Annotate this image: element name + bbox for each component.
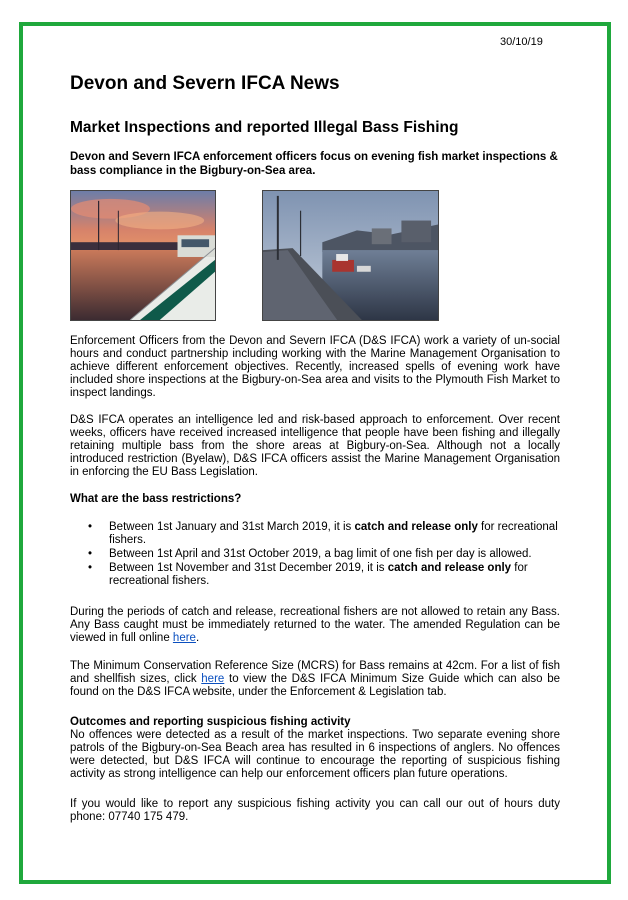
restrictions-list xyxy=(70,521,560,589)
bullet-icon: • xyxy=(88,548,93,560)
lead-paragraph: Devon and Severn IFCA enforcement officers focus on evening fish market inspections & bass compliance in the Bigbury-on-Sea area. xyxy=(70,151,558,177)
date: 30/10/19 xyxy=(500,36,543,48)
size-guide-link[interactable]: here xyxy=(201,673,225,685)
list-item: • Between 1st April and 31st October 2019, a bag limit of one fish per day is allowed. xyxy=(88,548,532,560)
harbour-pier-photo xyxy=(262,190,439,321)
mcrs-paragraph: The Minimum Conservation Reference Size (MCRS) for Bass remains at 42cm. For a list of fish and shellfish sizes, click here to view the D&S IFCA Minimum Size Guide which can also be found on the D&S IFCA website, under the Enforcement & Legislation tab. xyxy=(70,660,560,698)
approach-paragraph: D&S IFCA operates an intelligence led and risk-based approach to enforcement. Over recent weeks, officers have received increased intelligence that people have been fishing and illegally retaining multiple bass from the shore areas at Bigbury-on-Sea. Although not a locally introduced restriction (Byelaw), D&S IFCA officers assist the Marine Management Organisation in enforcing the EU Bass Legislation. xyxy=(70,414,560,478)
restrictions-heading: What are the bass restrictions? xyxy=(70,493,242,505)
regulation-link[interactable]: here xyxy=(172,632,196,644)
report-paragraph: If you would like to report any suspicious fishing activity you can call our out of hours duty phone: 07740 175 479. xyxy=(70,798,560,823)
sunset-boat-photo xyxy=(70,190,216,321)
outcomes-heading: Outcomes and reporting suspicious fishing activity xyxy=(70,716,351,728)
bullet-icon: • xyxy=(88,521,93,533)
list-item: • Between 1st November and 31st December 2019, it is catch and release only for recreational fishers. xyxy=(88,562,528,587)
article-subtitle: Market Inspections and reported Illegal Bass Fishing xyxy=(70,119,459,136)
page-title: Devon and Severn IFCA News xyxy=(70,73,340,94)
bullet-icon: • xyxy=(88,562,93,574)
list-item: • Between 1st January and 31st March 2019, it is catch and release only for recreational fishers. xyxy=(88,521,558,546)
catch-release-paragraph: During the periods of catch and release, recreational fishers are not allowed to retain any Bass. Any Bass caught must be immediately returned to the water. The amended Regulation can be viewed in full online here. xyxy=(70,606,560,644)
intro-paragraph: Enforcement Officers from the Devon and Severn IFCA (D&S IFCA) work a variety of un-social hours and conduct partnership including working with the Marine Management Organisation to achieve different enforcement objectives. Recently, increased spells of evening work have included shore inspections at the Bigbury-on-Sea area and visits to the Plymouth Fish Market to inspect landings. xyxy=(70,335,560,399)
outcomes-paragraph: No offences were detected as a result of the market inspections. Two separate evening shore patrols of the Bigbury-on-Sea Beach area has resulted in 6 inspections of anglers. No offences were detected, but D&S IFCA will continue to encourage the reporting of suspicious fishing activity as strong intelligence can help our enforcement officers plan future operations. xyxy=(70,729,560,780)
